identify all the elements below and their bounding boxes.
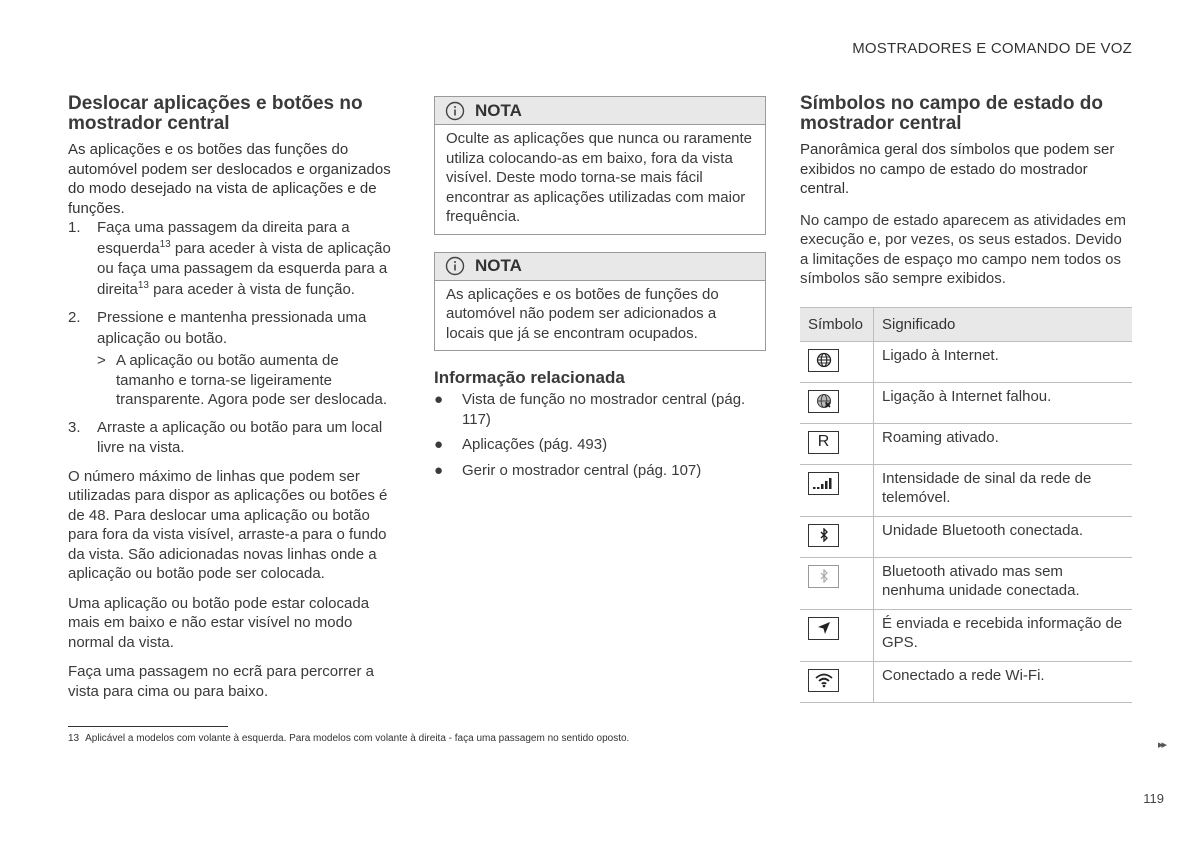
continue-arrow-icon: ▸▸ <box>1157 739 1165 751</box>
related-heading: Informação relacionada <box>434 368 625 387</box>
note-box <box>434 252 766 352</box>
table-row <box>800 423 1132 464</box>
step-text: Faça uma passagem da direita para a esquerda <box>97 219 350 257</box>
footnote-ref: 13 <box>159 238 171 250</box>
column-left <box>68 94 400 701</box>
symbol-table <box>800 307 1132 703</box>
info-icon <box>445 256 465 276</box>
footnote-number: 13 <box>68 733 80 744</box>
note-header <box>435 253 765 281</box>
meaning-text: Unidade Bluetooth conectada. <box>874 516 1133 557</box>
note-header <box>435 97 765 125</box>
body-paragraph: Faça uma passagem no ecrã para percorrer a vista para cima ou para baixo. <box>68 663 374 700</box>
step-text: para aceder à vista de aplicação ou faça uma passagem da esquerda para a direita <box>97 239 391 298</box>
page-number: 119 <box>1143 791 1164 806</box>
bluetooth-inactive-icon <box>808 565 839 588</box>
column-header-meaning: Significado <box>874 307 1133 341</box>
column-header-symbol: Símbolo <box>800 307 874 341</box>
section-heading: Símbolos no campo de estado do mostrador central <box>800 93 1103 134</box>
note-title: NOTA <box>475 100 522 120</box>
footnote-divider <box>68 726 228 727</box>
step-item <box>68 218 400 300</box>
meaning-text: Roaming ativado. <box>874 423 1133 464</box>
footnote <box>68 733 629 744</box>
footnote-ref: 13 <box>137 279 149 291</box>
globe-failed-icon <box>808 390 839 413</box>
body-paragraph: No campo de estado aparecem as atividades em execução e, por vezes, os seus estados. Devido a limitações de espaço mo campo nem todos os símbolos são sempre exibidos. <box>800 211 1127 287</box>
table-row <box>800 382 1132 423</box>
step-text: para aceder à vista de função. <box>148 280 355 298</box>
section-heading: Deslocar aplicações e botões no mostrador central <box>68 93 363 134</box>
step-number: 3. <box>68 418 81 436</box>
step-number: 2. <box>68 309 81 326</box>
signal-strength-icon <box>808 472 839 495</box>
meaning-text: É enviada e recebida informação de GPS. <box>874 609 1133 661</box>
note-text: Oculte as aplicações que nunca ou raramente utiliza colocando-as em baixo, fora da vista visível. Deste modo torna-se mais fácil encontrar as aplicações utilizadas com maior frequência. <box>446 130 753 225</box>
meaning-text: Bluetooth ativado mas sem nenhuma unidade conectada. <box>874 557 1133 609</box>
step-item <box>68 418 400 459</box>
table-header-row <box>800 307 1132 341</box>
step-list <box>68 218 400 459</box>
related-link[interactable]: ● Aplicações (pág. 493) <box>434 436 608 453</box>
gps-arrow-icon <box>808 617 839 640</box>
wifi-icon <box>808 669 839 692</box>
table-row <box>800 609 1132 661</box>
related-list <box>434 390 766 480</box>
meaning-text: Conectado a rede Wi-Fi. <box>874 661 1133 702</box>
section-lead: Panorâmica geral dos símbolos que podem ser exibidos no campo de estado do mostrador central. <box>800 141 1115 197</box>
step-number: 1. <box>68 219 81 236</box>
step-item <box>68 308 400 410</box>
bullet-icon: ● <box>434 391 444 408</box>
meaning-text: Ligação à Internet falhou. <box>874 382 1133 423</box>
body-paragraph: Uma aplicação ou botão pode estar colocada mais em baixo e não estar visível no modo normal da vista. <box>68 594 370 651</box>
related-link[interactable]: ● Vista de função no mostrador central (pág. 117) <box>434 391 746 428</box>
note-box <box>434 96 766 235</box>
bluetooth-icon <box>808 524 839 547</box>
table-row <box>800 661 1132 702</box>
column-right <box>800 94 1132 703</box>
roaming-icon: R <box>808 431 839 454</box>
result-text: A aplicação ou botão aumenta de tamanho e torna-se ligeiramente transparente. Agora pode ser deslocada. <box>116 352 388 408</box>
bullet-icon: ● <box>434 436 444 453</box>
running-header: MOSTRADORES E COMANDO DE VOZ <box>852 40 1132 57</box>
bullet-icon: ● <box>434 461 444 479</box>
note-text: As aplicações e os botões de funções do automóvel não podem ser adicionados a locais que já se encontram ocupados. <box>446 285 719 342</box>
meaning-text: Intensidade de sinal da rede de telemóvel. <box>874 464 1133 516</box>
table-row <box>800 341 1132 382</box>
step-result <box>97 351 400 410</box>
globe-icon <box>808 349 839 372</box>
footnote-text: Aplicável a modelos com volante à esquerda. Para modelos com volante à direita - faça uma passagem no sentido oposto. <box>85 733 630 744</box>
table-row <box>800 516 1132 557</box>
step-text: Arraste a aplicação ou botão para um local livre na vista. <box>97 418 383 456</box>
related-link[interactable]: ● Gerir o mostrador central (pág. 107) <box>434 461 702 479</box>
result-marker: > <box>97 352 106 369</box>
body-paragraph: O número máximo de linhas que podem ser utilizadas para dispor as aplicações ou botões é de 48. Para deslocar uma aplicação ou botão para fora da vista visível, arraste-a para o fundo da vista. São adicionadas novas linhas onde a aplicação ou botão pode ser colocada. <box>68 467 388 582</box>
step-text: Pressione e mantenha pressionada uma aplicação ou botão. <box>97 309 367 347</box>
table-row <box>800 557 1132 609</box>
meaning-text: Ligado à Internet. <box>874 341 1133 382</box>
section-lead: As aplicações e os botões das funções do automóvel podem ser deslocados e organizados do modo desejado na vista de aplicações e de funções. <box>68 141 391 217</box>
table-row <box>800 464 1132 516</box>
note-title: NOTA <box>475 256 522 275</box>
column-middle <box>434 96 766 486</box>
info-icon <box>445 101 465 121</box>
